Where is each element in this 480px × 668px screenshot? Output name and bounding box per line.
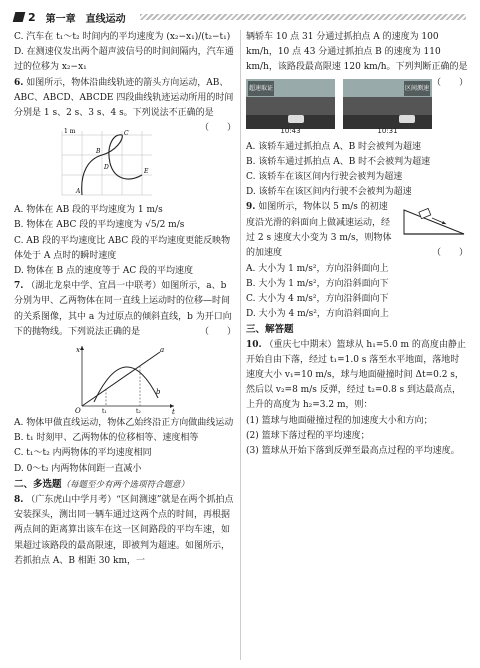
q8-answer-paren: （ ） — [431, 77, 468, 88]
q7-number: 7. — [14, 281, 24, 292]
q6-stem: 如图所示，物体沿曲线轨迹的箭头方向运动，AB、ABC、ABCD、ABCDE 四段曲线轨迹运动所用的时间分别是 1 s、2 s、3 s、4 s。下列说法不正确的是 — [14, 77, 234, 119]
q10-stem: （重庆七中期末）篮球从 h₁=5.0 m 的高度由静止开始自由下落，经过 t₁=1.0 s 落至水平地面，落地时速度大小 v₁=10 m/s，球与地面碰撞时间 Δt=0.2 s，然后以 v₂=8 m/s 反弹，经过 t₂=0.8 s 到达最高点，上升的高度为 h₂=3.2 m，则： — [246, 339, 466, 411]
q8-stem: （广东虎山中学月考）“区间测速”就是在两个抓拍点安装探头，测出同一辆车通过这两个点的时间，再根据两点间的距离算出该车在这一区间路段的平均车速，如果超过该路段的最高限速，即被判为超速。如图所示，若抓拍点 A、B 相距 30 km，一 — [14, 495, 234, 566]
q6-point-a: A — [75, 188, 81, 196]
q9-incline-figure — [402, 204, 468, 238]
q6-answer-paren: （ ） — [199, 123, 236, 134]
q7-option-c: C. t₁～t₂ 内两物体的平均速度相同 — [14, 448, 152, 459]
q5-option-c: C. 汽车在 t₁～t₂ 时间内的平均速度为 (x₂−x₁)/(t₂−t₁) — [14, 32, 231, 42]
q8-photo-1 — [246, 79, 335, 136]
q8-photo-1-time: 10:43 — [280, 127, 301, 136]
page-number: 2 — [28, 10, 36, 24]
q7-origin-label: O — [75, 407, 81, 415]
q9-stem: 如图所示，物体以 5 m/s 的初速度沿光滑的斜面向上做减速运动，经过 2 s 速度大小变为 3 m/s，则物体的加速度 — [246, 202, 392, 259]
q7-option-b: B. t₁ 时刻甲、乙两物体的位移相等、速度相等 — [14, 433, 199, 444]
q8-option-b: B. 该轿车通过抓拍点 A、B 时不会被判为超速 — [246, 156, 431, 167]
question-10 — [246, 338, 468, 414]
q7-tick-t1: t₁ — [102, 408, 107, 415]
q7-y-axis-label: x — [76, 346, 80, 355]
q9-answer-paren: （ ） — [431, 248, 468, 259]
q7-xt-graph — [70, 342, 180, 414]
q8-photos — [246, 79, 432, 136]
q7-answer-paren: （ ） — [199, 326, 236, 337]
q6-point-e: E — [143, 168, 149, 176]
q8-photo-2 — [343, 79, 432, 136]
left-column — [14, 30, 236, 569]
q9-option-b: B. 大小为 1 m/s²，方向沿斜面向下 — [246, 278, 389, 289]
q10-part-2: (2) 篮球下落过程的平均速度； — [246, 430, 370, 441]
section-2-heading — [14, 477, 236, 493]
q7-curve-b-label: b — [156, 388, 161, 397]
q7-curve-a-label: a — [160, 346, 165, 355]
q6-point-b: B — [95, 148, 101, 156]
q8-number: 8. — [14, 495, 24, 506]
header-rule — [140, 14, 466, 20]
page-header — [14, 8, 466, 26]
q6-option-a: A. 物体在 AB 段的平均速度为 1 m/s — [14, 205, 163, 216]
question-9 — [246, 200, 396, 261]
q6-unit-label: 1 m — [63, 128, 76, 136]
section-2-title: 二、多选题 — [14, 478, 62, 490]
q9-option-c: C. 大小为 4 m/s²，方向沿斜面向下 — [246, 294, 389, 305]
q9-option-a: A. 大小为 1 m/s²，方向沿斜面向上 — [246, 263, 389, 274]
q8-option-a: A. 该轿车通过抓拍点 A、B 时会被判为超速 — [246, 141, 422, 152]
q9-number: 9. — [246, 202, 256, 213]
q7-option-a: A. 物体甲做直线运动，物体乙始终沿正方向做曲线运动 — [14, 418, 234, 429]
question-7 — [14, 279, 236, 340]
q8-photo-1-label: 超速取证 — [248, 81, 274, 96]
q6-point-c: C — [123, 130, 129, 138]
q10-number: 10. — [246, 339, 262, 350]
section-3-title: 三、解答题 — [246, 324, 294, 336]
q7-x-axis-label: t — [172, 408, 175, 415]
q6-option-b: B. 物体在 ABC 段的平均速度为 √5/2 m/s — [14, 220, 185, 231]
q6-number: 6. — [14, 77, 24, 88]
q7-tick-t2: t₂ — [136, 408, 141, 415]
question-9-block — [246, 200, 468, 259]
q6-option-d: D. 物体在 B 点的速度等于 AC 段的平均速度 — [14, 266, 194, 277]
q10-part-3: (3) 篮球从开始下落到反弹至最高点过程的平均速度。 — [246, 446, 460, 457]
chapter-title: 第一章 直线运动 — [45, 13, 126, 25]
column-divider — [240, 30, 241, 660]
q9-option-d: D. 大小为 4 m/s²，方向沿斜面向上 — [246, 309, 389, 320]
q8-stem-cont: 辆轿车 10 点 31 分通过抓拍点 A 的速度为 100 km/h，10 点 43 分通过抓拍点 B 的速度为 110 km/h，该路段最高限速 120 km/h。下列判断正确的是 — [246, 32, 468, 73]
q7-stem: （湖北龙泉中学、宜昌一中联考）如图所示，a、b 分别为甲、乙两物体在同一直线上运动时的位移—时间的关系图像，其中 a 为过原点的倾斜直线，b 为开口向下的抛物线。下列说法正确的是 — [14, 281, 232, 337]
question-8 — [14, 493, 236, 569]
q6-trajectory-figure — [52, 123, 162, 201]
q10-part-1: (1) 篮球与地面碰撞过程的加速度大小和方向； — [246, 415, 433, 426]
q8-option-c: C. 该轿车在该区间内行驶会被判为超速 — [246, 172, 403, 183]
q6-point-d: D — [103, 164, 109, 172]
q7-option-d: D. 0～t₂ 内两物体间距一直减小 — [14, 463, 142, 474]
section-2-note: （每题至少有两个选项符合题意） — [61, 479, 190, 490]
q5-option-d: D. 在测速仪发出两个超声波信号的时间间隔内，汽车通过的位移为 x₂−x₁ — [14, 47, 234, 73]
q8-photo-2-time: 10:31 — [377, 127, 398, 136]
q8-option-d: D. 该轿车在该区间内行驶不会被判为超速 — [246, 187, 412, 198]
right-column — [246, 30, 468, 459]
q8-photo-2-label: 区间测速 — [404, 81, 430, 96]
page-mark-icon — [13, 12, 26, 22]
q6-option-c: C. AB 段的平均速度比 ABC 段的平均速度更能反映物体处于 A 点时的瞬时速度 — [14, 235, 231, 261]
